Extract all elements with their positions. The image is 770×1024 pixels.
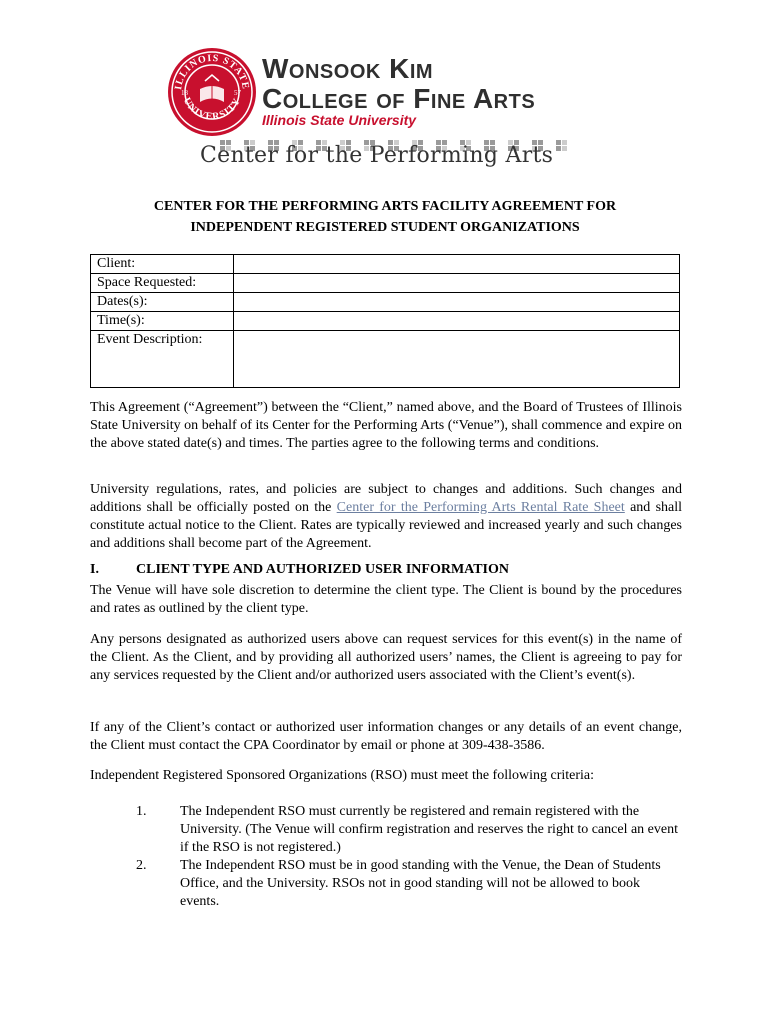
title-line2: INDEPENDENT REGISTERED STUDENT ORGANIZATIONS — [190, 220, 580, 235]
agreement-paragraph: This Agreement (“Agreement”) between the “Client,” named above, and the Board of Trustees of Illinois State University on behalf of its Center for the Performing Arts (“Venue”), shall commence and expire on the above stated date(s) and times. The parties agree to the following terms and conditions. — [90, 400, 682, 451]
table-row — [91, 255, 680, 274]
seal-text-top: ILLINOIS STATE — [173, 52, 252, 91]
table-row — [91, 331, 680, 388]
regulations-text-before: University regulations, rates, and policies are subject to changes and additions. Such changes and additions shall be officially posted on the — [90, 482, 682, 515]
college-name-line1: Wonsook Kim — [262, 53, 434, 84]
list-item-text: The Independent RSO must currently be registered and remain registered with the University. (The Venue will confirm registration and reserves the right to cancel an event if the RSO is not registered.) — [180, 804, 678, 855]
table-row — [91, 274, 680, 293]
times-label: Time(s): — [91, 312, 234, 331]
client-label: Client: — [91, 255, 234, 274]
criteria-intro-paragraph: Independent Registered Sponsored Organizations (RSO) must meet the following criteria: — [90, 768, 595, 783]
criteria-list — [90, 803, 682, 911]
event-description-label: Event Description: — [91, 331, 234, 388]
space-requested-label: Space Requested: — [91, 274, 234, 293]
rental-rate-sheet-link[interactable]: Center for the Performing Arts Rental Rate Sheet — [336, 500, 625, 515]
client-type-paragraph: The Venue will have sole discretion to determine the client type. The Client is bound by the procedures and rates as outlined by the client type. — [90, 583, 682, 616]
title-line1: CENTER FOR THE PERFORMING ARTS FACILITY AGREEMENT FOR — [153, 199, 617, 214]
dates-label: Dates(s): — [91, 293, 234, 312]
list-item-number: 2. — [136, 858, 147, 873]
times-field[interactable] — [234, 312, 680, 331]
university-name: Illinois State University — [262, 112, 417, 128]
list-item-number: 1. — [136, 804, 147, 819]
authorized-users-paragraph: Any persons designated as authorized users above can request services for this event(s) in the name of the Client. As the Client, and by providing all authorized users’ names, the Client is agreeing to pay for any services requested by the Client and/or authorized users associated with the Client’s event(s). — [90, 632, 682, 683]
document-title — [90, 196, 680, 238]
list-item — [90, 803, 682, 857]
list-item-text: The Independent RSO must be in good standing with the Venue, the Dean of Students Office, and the University. RSOs not in good standing will not be allowed to book events. — [180, 858, 661, 909]
client-field[interactable] — [234, 255, 680, 274]
seal-year-left: 18 — [181, 89, 188, 97]
seal-text-bottom: UNIVERSITY — [180, 95, 244, 123]
table-row — [91, 312, 680, 331]
table-row — [91, 293, 680, 312]
client-info-table — [90, 254, 680, 388]
contact-changes-paragraph: If any of the Client’s contact or authorized user information changes or any details of an event change, the Client must contact the CPA Coordinator by email or phone at 309-438-3586. — [90, 720, 682, 753]
college-name-line2: College of Fine Arts — [262, 83, 536, 114]
regulations-text-after: and shall constitute actual notice to the Client. Rates are typically reviewed and increased yearly and such changes and additions shall become part of the Agreement. — [90, 500, 683, 551]
section-title: CLIENT TYPE AND AUTHORIZED USER INFORMATION — [136, 562, 510, 577]
list-item — [90, 857, 682, 911]
college-name — [262, 54, 535, 114]
section-heading — [90, 562, 509, 578]
event-description-field[interactable] — [234, 331, 680, 388]
regulations-paragraph — [90, 481, 682, 553]
space-requested-field[interactable] — [234, 274, 680, 293]
section-number: I. — [90, 562, 99, 577]
university-seal-logo — [167, 47, 257, 137]
dates-field[interactable] — [234, 293, 680, 312]
seal-year-right: 57 — [234, 89, 241, 97]
center-name: Center for the Performing Arts — [200, 143, 554, 168]
